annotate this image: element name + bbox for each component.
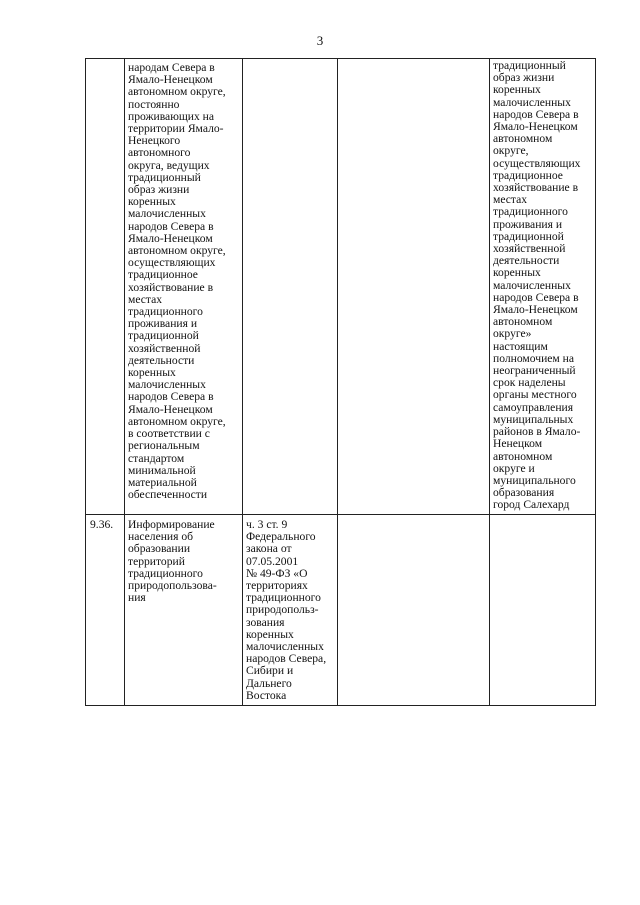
column-5-cell: традиционный образ жизни коренных малочисленных народов Севера в Ямало-Ненецком автономном округе, осуществляющих традиционное хозяйствование в местах традиционного проживания и традиционной хозяйственной деятельности коренных малочисленных народов Севера в Ямало-Ненецком автономном округе» настоящим полномочием на неограниченный срок наделены органы местного самоуправления муниципальных районов в Ямало- Ненецком автономном округе и муниципального образования город Салехард [493, 59, 581, 512]
col-border-1 [124, 58, 125, 706]
row-separator [85, 514, 596, 515]
service-name: Информирование населения об образовании территорий традиционного природопользова- ния [128, 518, 217, 605]
col-border-0 [85, 58, 86, 706]
legal-basis: ч. 3 ст. 9 Федерального закона от 07.05.2001 № 49-ФЗ «О территориях традиционного природопольз- зования коренных малочисленных народов Севера, Сибири и Дальнего Востока [246, 518, 327, 702]
col-border-2 [242, 58, 243, 706]
col-border-4 [489, 58, 490, 706]
page-number: 3 [316, 33, 324, 48]
table-border-bottom [85, 705, 596, 706]
service-name: народам Севера в Ямало-Ненецком автономном округе, постоянно проживающих на территории Ямало- Ненецкого автономного округа, ведущих традиционный образ жизни коренных малочисленных народов Севера в Ямало-Ненецком автономном округе, осуществляющих традиционное хозяйствование в местах традиционного проживания и традиционной хозяйственной деятельности коренных малочисленных народов Севера в Ямало-Ненецком автономном округе, в соответствии с региональным стандартом минимальной материальной обеспеченности [128, 61, 226, 502]
row-number: 9.36. [90, 518, 114, 531]
